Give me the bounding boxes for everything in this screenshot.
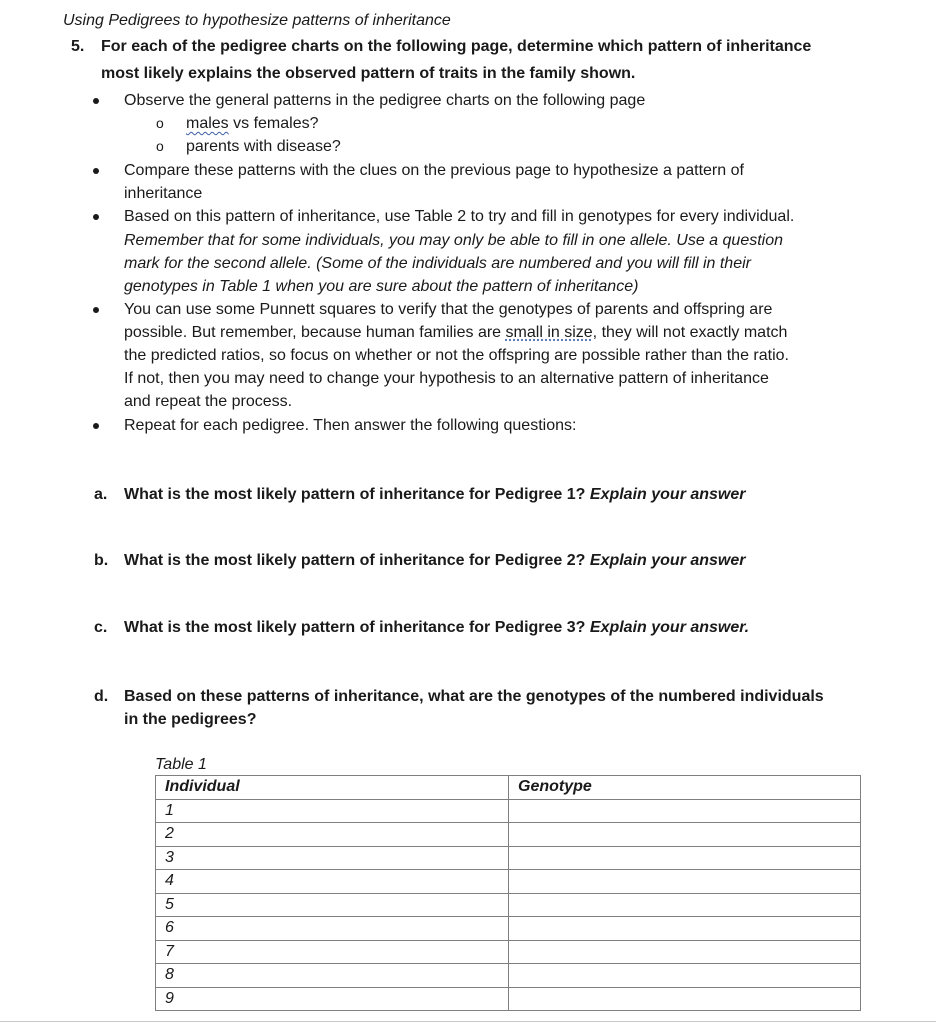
table-row: [156, 846, 861, 870]
table-header-row: [156, 776, 861, 800]
genotype-cell[interactable]: [509, 823, 861, 847]
bullet-icon: [93, 168, 99, 174]
subquestion-c: [124, 616, 749, 639]
table-row: [156, 799, 861, 823]
genotype-cell[interactable]: [509, 893, 861, 917]
bullet-icon: [93, 98, 99, 104]
subquestion-b-letter: b.: [94, 552, 109, 569]
bullet-based-line4: genotypes in Table 1 when you are sure about the pattern of inheritance): [124, 278, 639, 295]
table-row: [156, 893, 861, 917]
subquestion-a: [124, 483, 746, 506]
bullet-punnett-line2: [124, 321, 787, 344]
bullet-repeat: Repeat for each pedigree. Then answer the following questions:: [124, 417, 577, 434]
line2-post: , they will not exactly match: [592, 324, 788, 341]
subquestion-d-letter: d.: [94, 688, 109, 705]
table-row: [156, 870, 861, 894]
subquestion-b-text: What is the most likely pattern of inheritance for Pedigree 2?: [124, 552, 586, 569]
individual-cell: 7: [156, 940, 509, 964]
subquestion-b-explain: Explain your answer: [589, 552, 746, 569]
individual-cell: 6: [156, 917, 509, 941]
bullet-punnett-line4: If not, then you may need to change your hypothesis to an alternative pattern of inheritance: [124, 370, 769, 387]
table-row: [156, 940, 861, 964]
individual-cell: 8: [156, 964, 509, 988]
bullet-compare-line1: Compare these patterns with the clues on the previous page to hypothesize a pattern of: [124, 162, 744, 179]
table-row: [156, 917, 861, 941]
bullet-icon: [93, 214, 99, 220]
table-row: [156, 987, 861, 1011]
sub-bullet-icon: o: [156, 115, 164, 131]
bullet-compare-line2: inheritance: [124, 185, 203, 202]
subquestion-d-line1: Based on these patterns of inheritance, what are the genotypes of the numbered individuals: [124, 688, 824, 705]
individual-cell: 3: [156, 846, 509, 870]
genotype-cell[interactable]: [509, 987, 861, 1011]
line2-pre: possible. But remember, because human families are: [124, 324, 506, 341]
genotype-cell[interactable]: [509, 964, 861, 988]
sub-bullet-parents: parents with disease?: [186, 138, 341, 155]
bullet-based-line2: Remember that for some individuals, you may only be able to fill in one allele. Use a question: [124, 232, 784, 249]
section-title: Using Pedigrees to hypothesize patterns of inheritance: [63, 12, 451, 29]
genotype-cell[interactable]: [509, 917, 861, 941]
genotype-cell[interactable]: [509, 799, 861, 823]
bullet-based-line1: Based on this pattern of inheritance, use Table 2 to try and fill in genotypes for every individual.: [124, 208, 795, 225]
table-caption: Table 1: [155, 756, 207, 773]
bullet-icon: [93, 307, 99, 313]
header-individual: Individual: [156, 776, 509, 800]
sub-bullet-males: [186, 112, 319, 135]
question-text-line1: For each of the pedigree charts on the following page, determine which pattern of inheritance: [101, 38, 812, 55]
individual-cell: 4: [156, 870, 509, 894]
page-edge-divider: [0, 1021, 936, 1022]
header-genotype: Genotype: [509, 776, 861, 800]
sub-bullet-icon: o: [156, 138, 164, 154]
subquestion-d-line2: in the pedigrees?: [124, 711, 257, 728]
table-row: [156, 964, 861, 988]
genotype-cell[interactable]: [509, 940, 861, 964]
genotype-cell[interactable]: [509, 846, 861, 870]
individual-cell: 9: [156, 987, 509, 1011]
subquestion-a-explain: Explain your answer: [589, 486, 746, 503]
question-number: 5.: [71, 38, 85, 55]
males-underlined: males: [186, 115, 229, 132]
individual-cell: 2: [156, 823, 509, 847]
genotype-table: [155, 775, 861, 1011]
table-row: [156, 823, 861, 847]
genotype-cell[interactable]: [509, 870, 861, 894]
subquestion-a-text: What is the most likely pattern of inheritance for Pedigree 1?: [124, 486, 586, 503]
individual-cell: 5: [156, 893, 509, 917]
individual-cell: 1: [156, 799, 509, 823]
bullet-based-line3: mark for the second allele. (Some of the individuals are numbered and you will fill in their: [124, 255, 751, 272]
males-rest: vs females?: [228, 115, 319, 132]
subquestion-a-letter: a.: [94, 486, 108, 503]
question-text-line2: most likely explains the observed pattern of traits in the family shown.: [101, 65, 636, 82]
bullet-punnett-line3: the predicted ratios, so focus on whether or not the offspring are possible rather than the ratio.: [124, 347, 789, 364]
subquestion-c-text: What is the most likely pattern of inheritance for Pedigree 3?: [124, 619, 586, 636]
line2-dotted: small in size: [505, 324, 593, 341]
bullet-punnett-line1: You can use some Punnett squares to verify that the genotypes of parents and offspring are: [124, 301, 773, 318]
bullet-punnett-line5: and repeat the process.: [124, 393, 293, 410]
bullet-icon: [93, 423, 99, 429]
subquestion-c-letter: c.: [94, 619, 108, 636]
bullet-observe: Observe the general patterns in the pedigree charts on the following page: [124, 92, 646, 109]
subquestion-c-explain: Explain your answer.: [589, 619, 750, 636]
subquestion-b: [124, 549, 746, 572]
